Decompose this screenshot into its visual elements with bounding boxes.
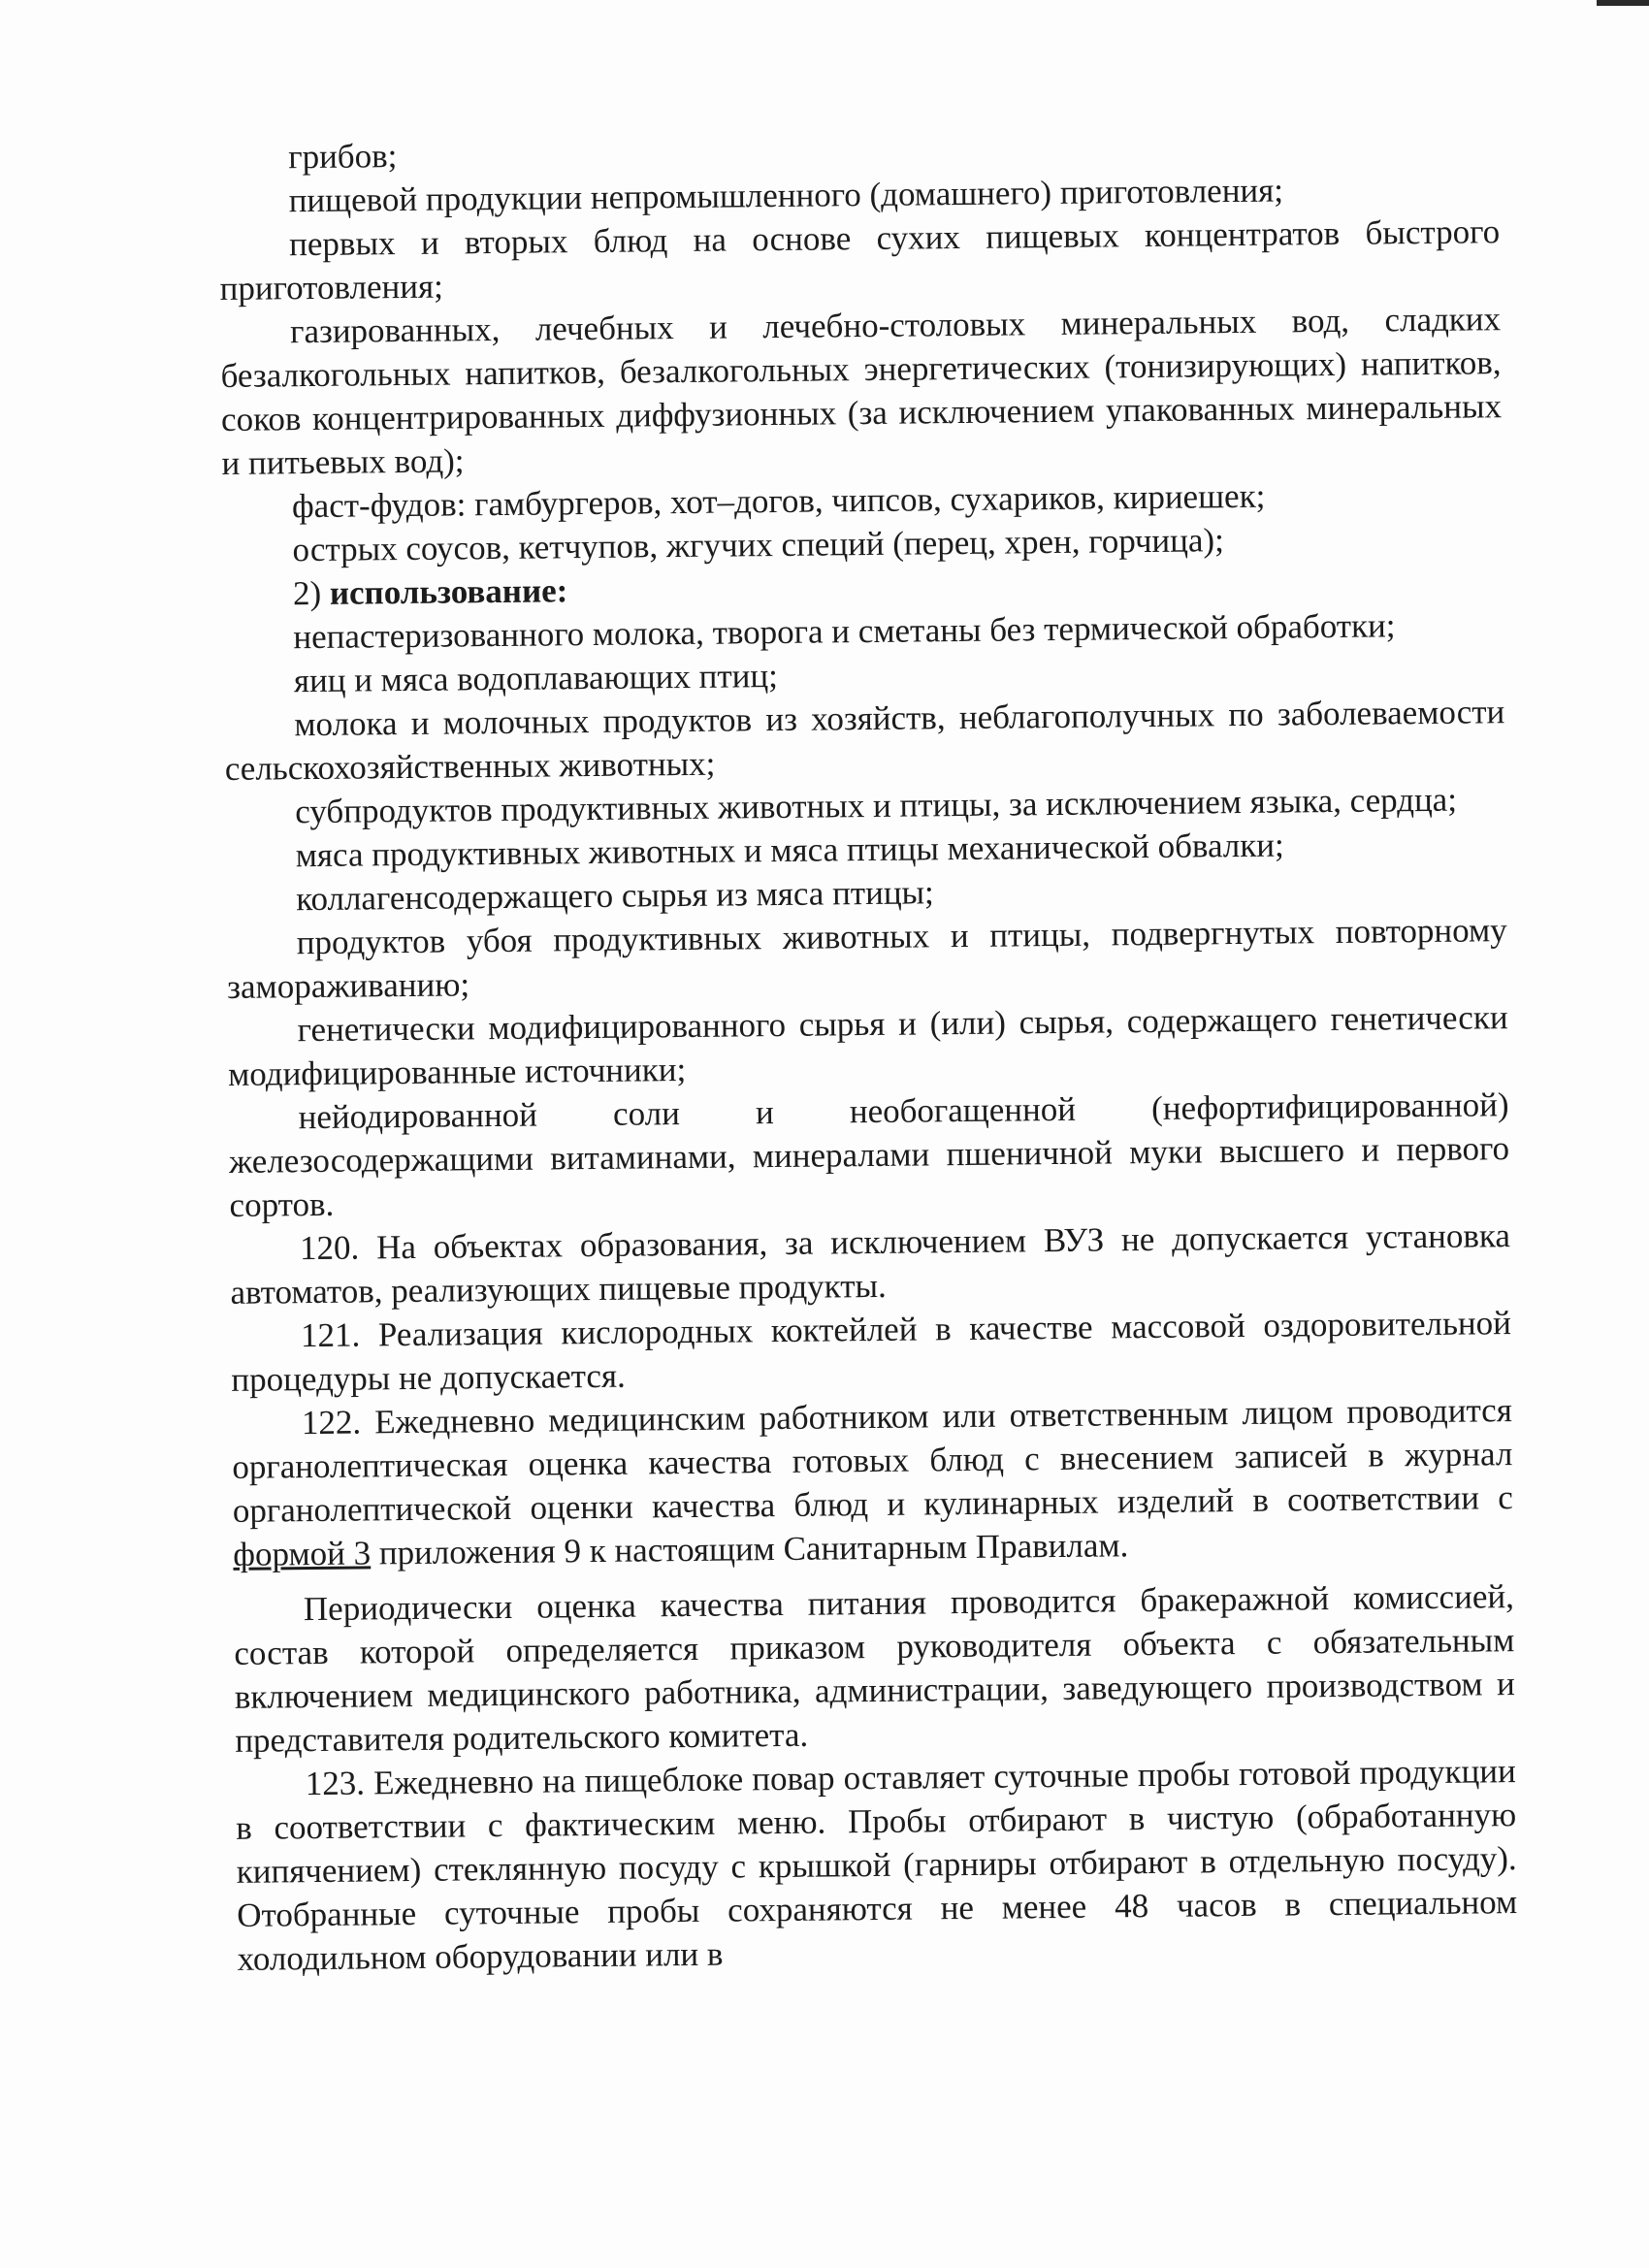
item-2-bold-label: использование:: [329, 571, 568, 612]
list-item: субпродуктов продуктивных животных и птицы, за исключением языка, сердца;: [295, 780, 1458, 831]
list-item: грибов;: [288, 137, 398, 177]
list-item: продуктов убоя продуктивных животных и птицы, подвергнутых повторному замораживанию;: [226, 911, 1507, 1006]
scan-edge-mark: [1597, 0, 1649, 6]
list-item: молока и молочных продуктов из хозяйств, неблагополучных по заболеваемости сельскохозяйственных животных;: [224, 693, 1505, 788]
list-item: фаст-фудов: гамбургеров, хот–догов, чипсов, сухариков, кириешек;: [291, 476, 1266, 526]
clause-122: [232, 1388, 1514, 1576]
list-item: генетически модифицированного сырья и (или) сырья, содержащего генетически модифицированные источники;: [227, 998, 1508, 1093]
clause-121: 121. Реализация кислородных коктейлей в качестве массовой оздоровительной процедуры не допускается.: [231, 1304, 1512, 1399]
item-2-number: 2): [292, 573, 331, 613]
document-body: [218, 122, 1518, 1981]
clause-122-text-after: приложения 9 к настоящим Санитарным Правилам.: [370, 1526, 1129, 1572]
list-item: острых соусов, кетчупов, жгучих специй (перец, хрен, горчица);: [292, 521, 1225, 569]
clause-123: 123. Ежедневно на пищеблоке повар оставляет суточные пробы готовой продукции в соответствии с фактическим меню. Пробы отбирают в чистую (обработанную кипячением) стеклянную посуду с крышкой (гарниры отбирают в отдельную посуду). Отобранные суточные пробы сохраняются не менее 48 часов в специальном холодильном оборудовании или в: [236, 1752, 1518, 1978]
form-3-link[interactable]: формой 3: [233, 1534, 372, 1573]
list-item: мяса продуктивных животных и мяса птицы механической обвалки;: [295, 826, 1284, 875]
list-item: коллагенсодержащего сырья из мяса птицы;: [296, 873, 935, 919]
list-item: нейодированной соли и необогащенной (нефортифицированной) железосодержащими витаминами, минералами пшеничной муки высшего и первого сортов.: [228, 1085, 1510, 1224]
list-item: непастеризованного молока, творога и сметаны без термической обработки;: [293, 606, 1396, 657]
periodic-assessment-paragraph: Периодически оценка качества питания проводится бракеражной комиссией, состав которой определяется приказом руководителя объекта с обязательным включением медицинского работника, администрации, заведующего производством и представителя родительского комитета.: [234, 1577, 1515, 1760]
clause-120: 120. На объектах образования, за исключением ВУЗ не допускается установка автоматов, реализующих пищевые продукты.: [230, 1216, 1511, 1312]
list-item: пищевой продукции непромышленного (домашнего) приготовления;: [288, 171, 1284, 220]
list-item: яиц и мяса водоплавающих птиц;: [293, 656, 779, 700]
list-item: первых и вторых блюд на основе сухих пищевых концентратов быстрого приготовления;: [219, 212, 1501, 308]
clause-122-text-before: 122. Ежедневно медицинским работником или ответственным лицом проводится органолептическая оценка качества готовых блюд с внесением записей в журнал органолептической оценки качества блюд и кулинарных изделий в соответствии с: [232, 1391, 1513, 1530]
list-item: газированных, лечебных и лечебно-столовых минеральных вод, сладких безалкогольных напитков, безалкогольных энергетических (тонизирующих) напитков, соков концентрированных диффузионных (за исключением упакованных минеральных и питьевых вод);: [220, 300, 1503, 482]
